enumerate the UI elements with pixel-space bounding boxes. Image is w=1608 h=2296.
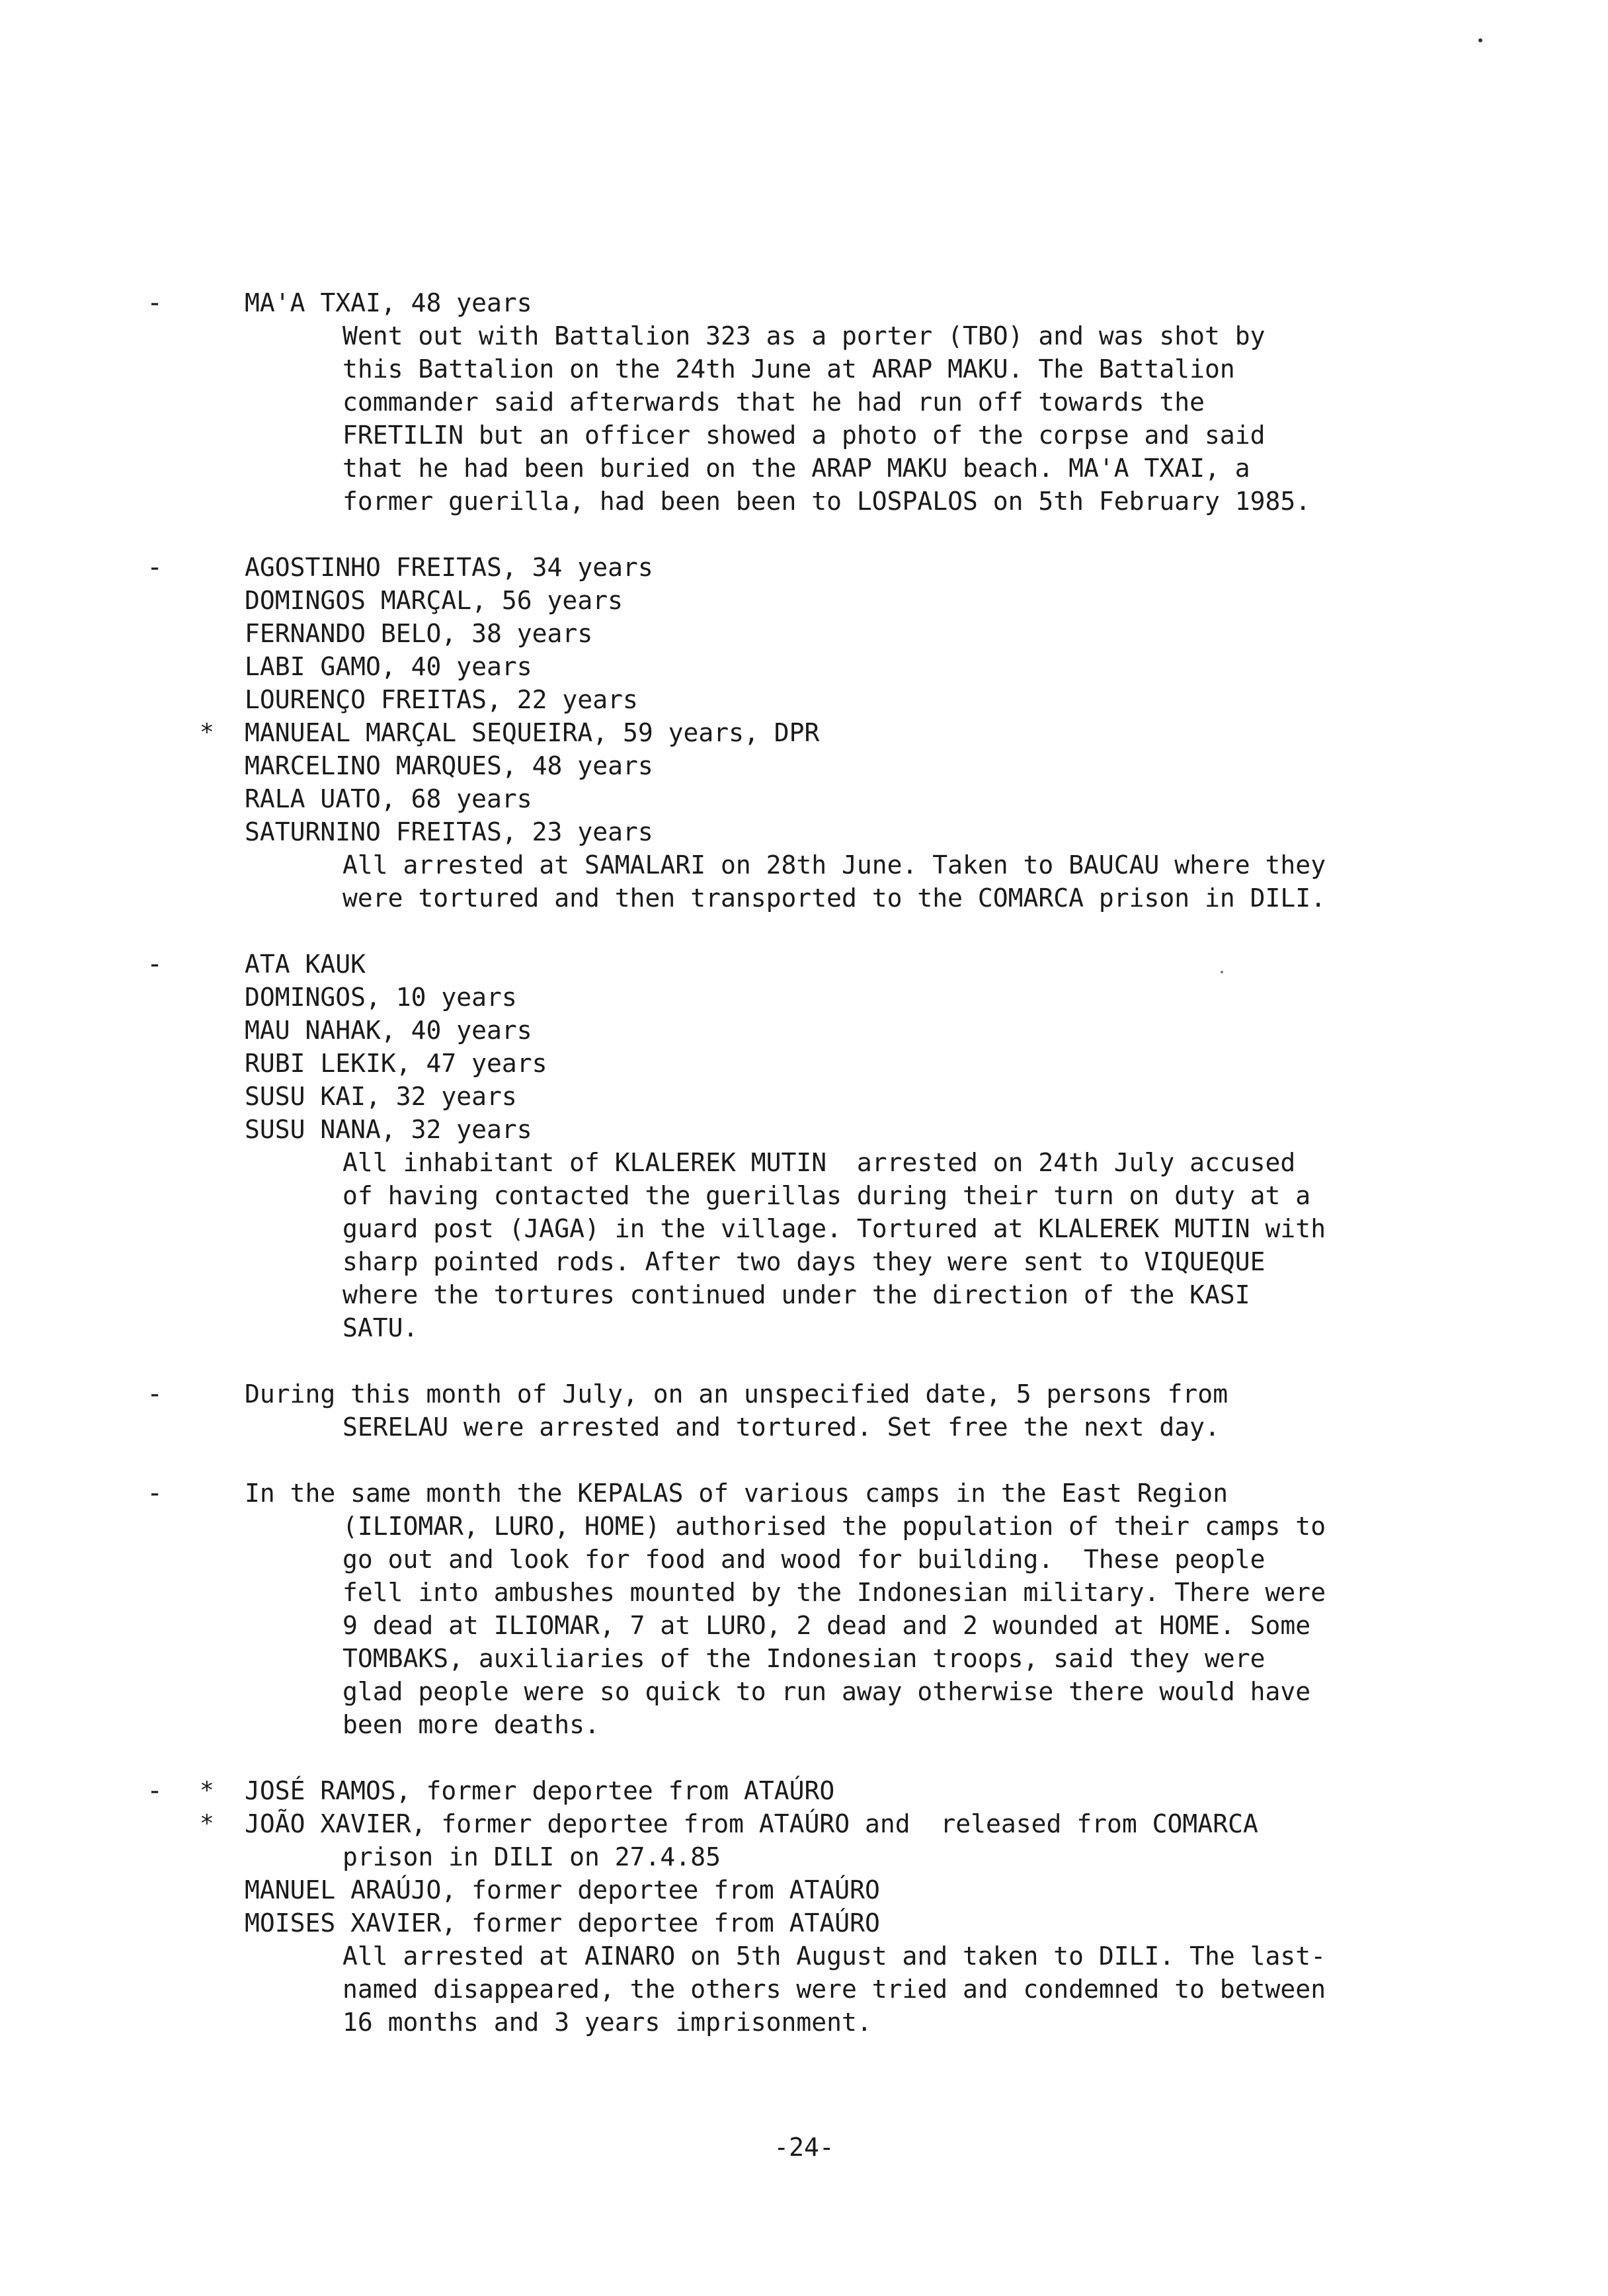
entry-desc-line: FRETILIN but an officer showed a photo of the corpse and said [342,421,1266,450]
entry-text: During this month of July, on an unspecified date, 5 persons from [245,1379,1228,1409]
entry-name: MARCELINO MARQUES, 48 years [245,751,653,780]
entry-desc-line: go out and look for food and wood for building. These people [342,1545,1266,1574]
entry-desc-line: Went out with Battalion 323 as a porter (TBO) and was shot by [342,321,1266,350]
entry-desc-line: former guerilla, had been been to LOSPALOS on 5th February 1985. [342,487,1311,516]
entry-desc-line: commander said afterwards that he had run off towards the [342,388,1205,417]
asterisk-marker: * [200,719,214,746]
entry-desc-line: sharp pointed rods. After two days they were sent to VIQUEQUE [342,1247,1266,1276]
entry-name: MOISES XAVIER, former deportee from ATAÚRO [245,1908,880,1938]
entry-desc-line: 9 dead at ILIOMAR, 7 at LURO, 2 dead and 2 wounded at HOME. Some [342,1611,1311,1640]
entry-desc-line: SATU. [342,1313,419,1342]
entry-name: MANUEL ARAÚJO, former deportee from ATAÚRO [245,1875,880,1905]
entry-name: LABI GAMO, 40 years [245,652,532,681]
entry-name: AGOSTINHO FREITAS, 34 years [245,553,653,582]
bullet-dash: - [147,552,163,583]
entry-desc-line: were tortured and then transported to the COMARCA prison in DILI. [342,883,1326,913]
asterisk-marker: * [200,1777,214,1804]
entry-desc-line: (ILIOMAR, LURO, HOME) authorised the population of their camps to [342,1512,1326,1541]
entry-desc-line: this Battalion on the 24th June at ARAP MAKU. The Battalion [342,354,1235,384]
entry-name: JOÃO XAVIER, former deportee from ATAÚRO and released from COMARCA [245,1809,1258,1838]
entry-name: FERNANDO BELO, 38 years [245,619,593,648]
entry-text: In the same month the KEPALAS of various camps in the East Region [245,1479,1228,1508]
entry-desc-line: fell into ambushes mounted by the Indonesian military. There were [342,1578,1326,1607]
entry-desc-line: All inhabitant of KLALEREK MUTIN arrested on 24th July accused [342,1148,1296,1177]
entry-name: MA'A TXAI, 48 years [245,288,532,317]
entry-name: DOMINGOS, 10 years [245,983,517,1012]
entry-desc-line: TOMBAKS, auxiliaries of the Indonesian troops, said they were [342,1644,1266,1673]
scan-speck [1478,38,1482,42]
entry-desc-line: SERELAU were arrested and tortured. Set free the next day. [342,1413,1220,1442]
entry-desc-line: glad people were so quick to run away otherwise there would have [342,1677,1311,1706]
entry-name: LOURENÇO FREITAS, 22 years [245,685,638,714]
entry-desc-line: guard post (JAGA) in the village. Tortured at KLALEREK MUTIN with [342,1214,1326,1243]
entry-name: RALA UATO, 68 years [245,784,532,813]
entry-desc-line: prison in DILI on 27.4.85 [342,1842,721,1871]
entry-desc-line: that he had been buried on the ARAP MAKU beach. MA'A TXAI, a [342,454,1250,483]
entry-desc-line: of having contacted the guerillas during their turn on duty at a [342,1181,1311,1210]
entry-name: MANUEAL MARÇAL SEQUEIRA, 59 years, DPR [245,718,820,747]
entry-desc-line: been more deaths. [342,1710,600,1739]
entry-name: SUSU KAI, 32 years [245,1082,517,1111]
page-number: -24- [774,2133,834,2162]
scan-speck [1221,971,1223,973]
entry-name: MAU NAHAK, 40 years [245,1016,532,1045]
entry-name: SATURNINO FREITAS, 23 years [245,817,653,846]
entry-desc-line: 16 months and 3 years imprisonment. [342,2008,872,2037]
entry-desc-line: where the tortures continued under the direction of the KASI [342,1280,1250,1309]
bullet-dash: - [147,949,163,979]
entry-name: SUSU NANA, 32 years [245,1115,532,1144]
entry-desc-line: All arrested at AINARO on 5th August and taken to DILI. The last- [342,1942,1326,1971]
entry-name: DOMINGOS MARÇAL, 56 years [245,586,623,615]
bullet-dash: - [147,1776,163,1806]
entry-desc-line: All arrested at SAMALARI on 28th June. Taken to BAUCAU where they [342,850,1326,880]
entry-name: JOSÉ RAMOS, former deportee from ATAÚRO [245,1776,835,1805]
entry-name: ATA KAUK [245,950,366,979]
bullet-dash: - [147,1478,163,1508]
entry-desc-line: named disappeared, the others were tried and condemned to between [342,1975,1326,2004]
bullet-dash: - [147,1379,163,1409]
entry-name: RUBI LEKIK, 47 years [245,1049,547,1078]
asterisk-marker: * [200,1810,214,1837]
bullet-dash: - [147,288,163,318]
